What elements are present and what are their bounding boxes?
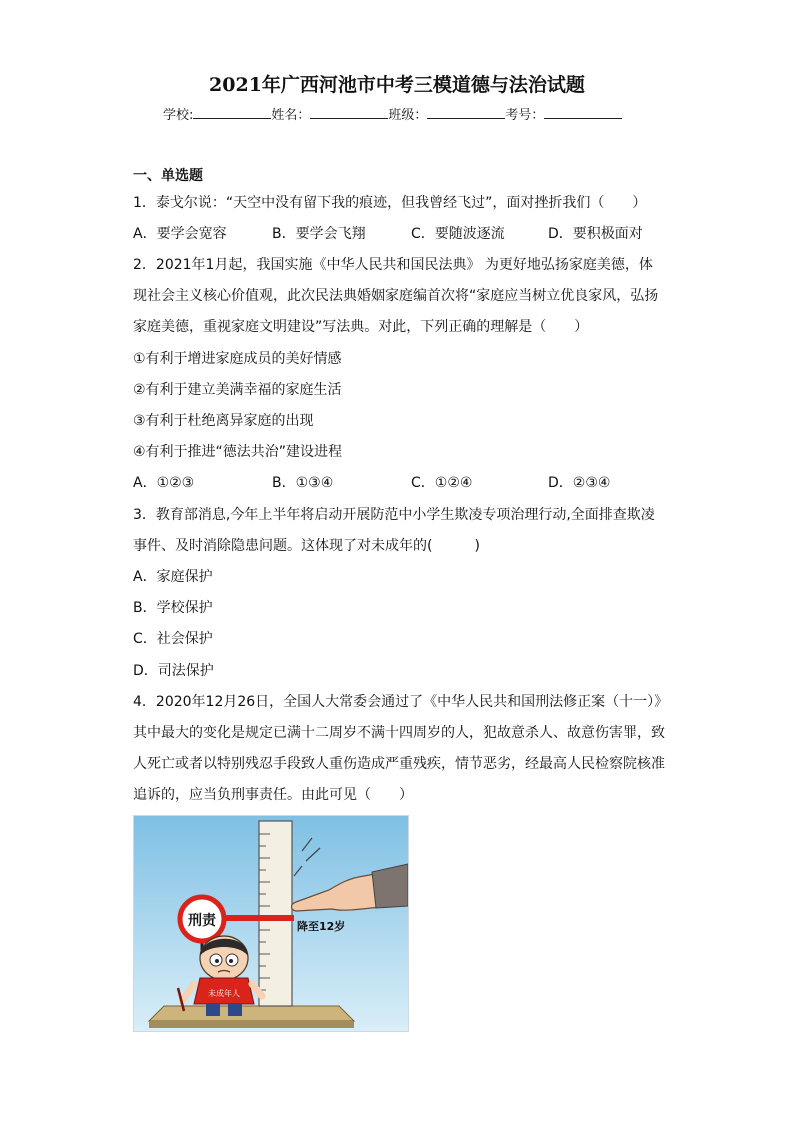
- q2-stem-line: 现社会主义核心价值观，此次民法典婚姻家庭编首次将“家庭应当树立优良家风，弘扬: [133, 288, 659, 304]
- q2-option-b[interactable]: B．①③④: [272, 475, 334, 491]
- q2-statement: ④有利于推进“德法共治”建设进程: [133, 444, 343, 460]
- ground-base: [149, 1006, 354, 1021]
- q1-option-b[interactable]: B．要学会飞翔: [272, 226, 366, 242]
- q2-statement: ①有利于增进家庭成员的美好情感: [133, 351, 342, 367]
- sign-text: 刑责: [188, 913, 216, 929]
- q3-option-a[interactable]: A．家庭保护: [133, 569, 213, 585]
- ground-base-edge: [149, 1021, 354, 1028]
- q3-stem-line: 事件、及时消除隐患问题。这体现了对未成年的( ): [133, 538, 480, 554]
- q2-statement: ②有利于建立美满幸福的家庭生活: [133, 382, 342, 398]
- q4-stem-line: 4．2020年12月26日，全国人大常委会通过了《中华人民共和国刑法修正案（十一）》: [133, 694, 669, 710]
- red-bar: [224, 915, 294, 921]
- q1-stem: 1．泰戈尔说：“天空中没有留下我的痕迹，但我曾经飞过”，面对挫折我们（ ）: [133, 195, 647, 211]
- q1-option-a[interactable]: A．要学会宽容: [133, 226, 227, 242]
- q3-option-d[interactable]: D．司法保护: [133, 663, 214, 679]
- age-label: 降至12岁: [297, 920, 346, 933]
- q2-statement: ③有利于杜绝离异家庭的出现: [133, 413, 314, 429]
- name-blank[interactable]: [310, 106, 388, 119]
- student-info-line: [163, 104, 622, 123]
- cartoon-svg: [134, 816, 408, 1031]
- q3-option-c[interactable]: C．社会保护: [133, 631, 213, 647]
- cartoon-illustration: [133, 815, 409, 1032]
- q2-stem-line: 2．2021年1月起，我国实施《中华人民共和国民法典》 为更好地弘扬家庭美德，体: [133, 257, 653, 273]
- q3-option-b[interactable]: B．学校保护: [133, 600, 213, 616]
- q1-option-d[interactable]: D．要积极面对: [548, 226, 643, 242]
- school-blank[interactable]: [193, 106, 271, 119]
- number-blank[interactable]: [544, 106, 622, 119]
- q2-option-c[interactable]: C．①②④: [411, 475, 473, 491]
- class-label: 班级：: [388, 108, 428, 123]
- q3-stem-line: 3．教育部消息,今年上半年将启动开展防范中小学生欺凌专项治理行动,全面排查欺凌: [133, 507, 655, 523]
- q2-option-d[interactable]: D．②③④: [548, 475, 611, 491]
- q4-stem-line: 追诉的，应当负刑事责任。由此可见（ ）: [133, 787, 413, 803]
- document-title: 2021年广西河池市中考三模道德与法治试题: [209, 74, 585, 96]
- shirt-text: 未成年人: [208, 989, 240, 998]
- q4-stem-line: 其中最大的变化是规定已满十二周岁不满十四周岁的人，犯故意杀人、故意伤害罪，致: [133, 725, 665, 741]
- number-label: 考号：: [505, 108, 545, 123]
- q2-option-a[interactable]: A．①②③: [133, 475, 195, 491]
- q2-stem-line: 家庭美德，重视家庭文明建设”写法典。对此，下列正确的理解是（ ）: [133, 319, 589, 335]
- school-label: 学校:: [163, 108, 194, 123]
- class-blank[interactable]: [427, 106, 505, 119]
- q1-option-c[interactable]: C．要随波逐流: [411, 226, 505, 242]
- q4-stem-line: 人死亡或者以特别残忍手段致人重伤造成严重残疾，情节恶劣，经最高人民检察院核准: [133, 756, 665, 772]
- section-heading: 一、单选题: [133, 168, 203, 184]
- suit-sleeve: [372, 864, 408, 908]
- name-label: 姓名：: [271, 108, 311, 123]
